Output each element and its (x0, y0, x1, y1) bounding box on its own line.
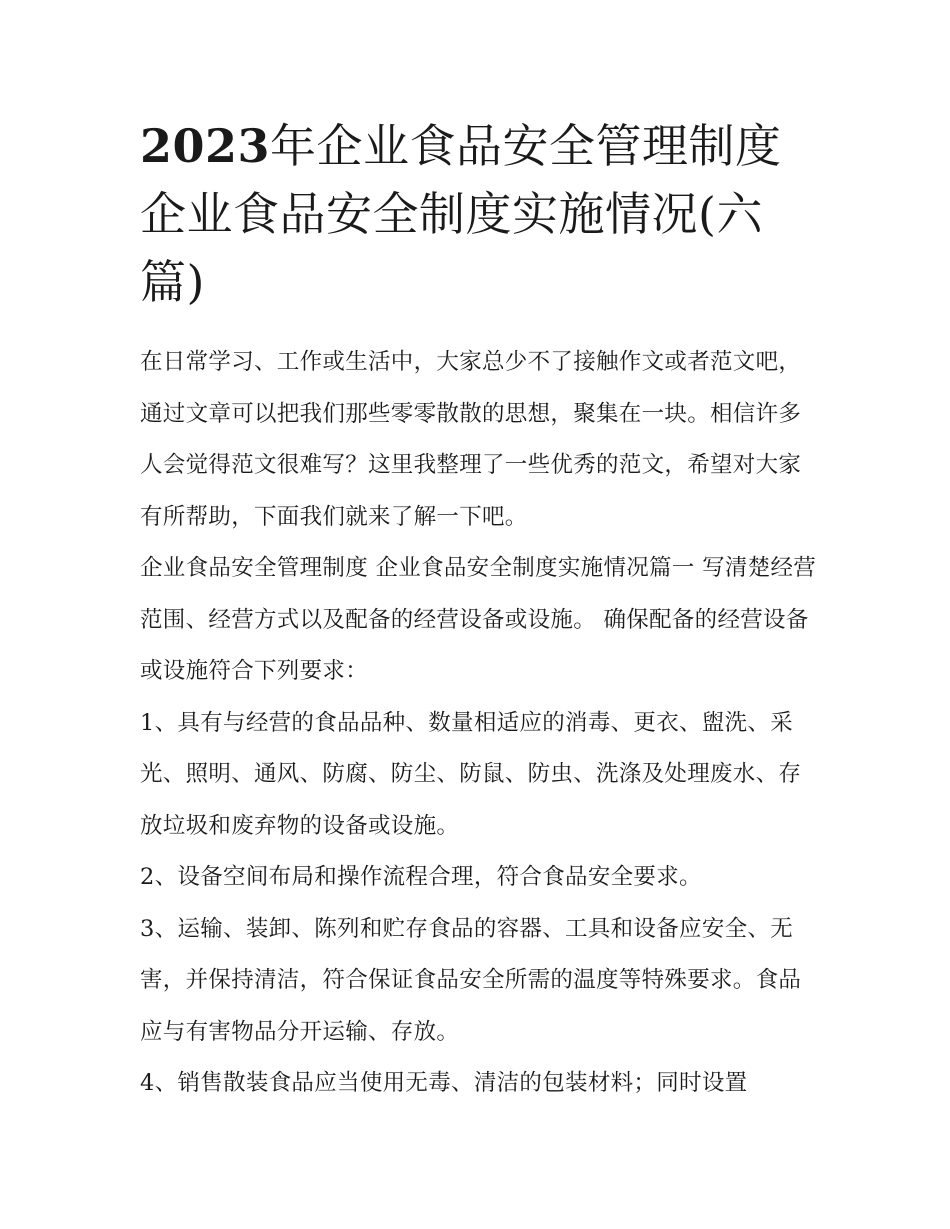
requirement-item-2: 2、设备空间布局和操作流程合理，符合食品安全要求。 (140, 864, 702, 890)
document-title (140, 112, 820, 316)
requirement-item-4: 4、销售散装食品应当使用无毒、清洁的包装材料；同时设置 (140, 1070, 748, 1096)
title-year: 2023 (140, 119, 271, 173)
title-text: 年企业食品安全管理制度企业食品安全制度实施情况(六篇) (140, 119, 782, 309)
section-one-paragraph: 企业食品安全管理制度 企业食品安全制度实施情况篇一 写清楚经营范围、经营方式以及配备的经营设备或设施。 确保配备的经营设备或设施符合下列要求： (140, 555, 817, 684)
intro-paragraph: 在日常学习、工作或生活中，大家总少不了接触作文或者范文吧，通过文章可以把我们那些零零散散的思想，聚集在一块。相信许多人会觉得范文很难写？这里我整理了一些优秀的范文，希望对大家有所帮助，下面我们就来了解一下吧。 (140, 349, 802, 530)
requirement-item-1: 1、具有与经营的食品品种、数量相适应的消毒、更衣、盥洗、采光、照明、通风、防腐、防尘、防鼠、防虫、洗涤及处理废水、存放垃圾和废弃物的设备或设施。 (140, 709, 802, 839)
document-page (140, 112, 820, 1110)
requirement-item-3: 3、运输、装卸、陈列和贮存食品的容器、工具和设备应安全、无害，并保持清洁，符合保证食品安全所需的温度等特殊要求。食品应与有害物品分开运输、存放。 (140, 915, 802, 1045)
